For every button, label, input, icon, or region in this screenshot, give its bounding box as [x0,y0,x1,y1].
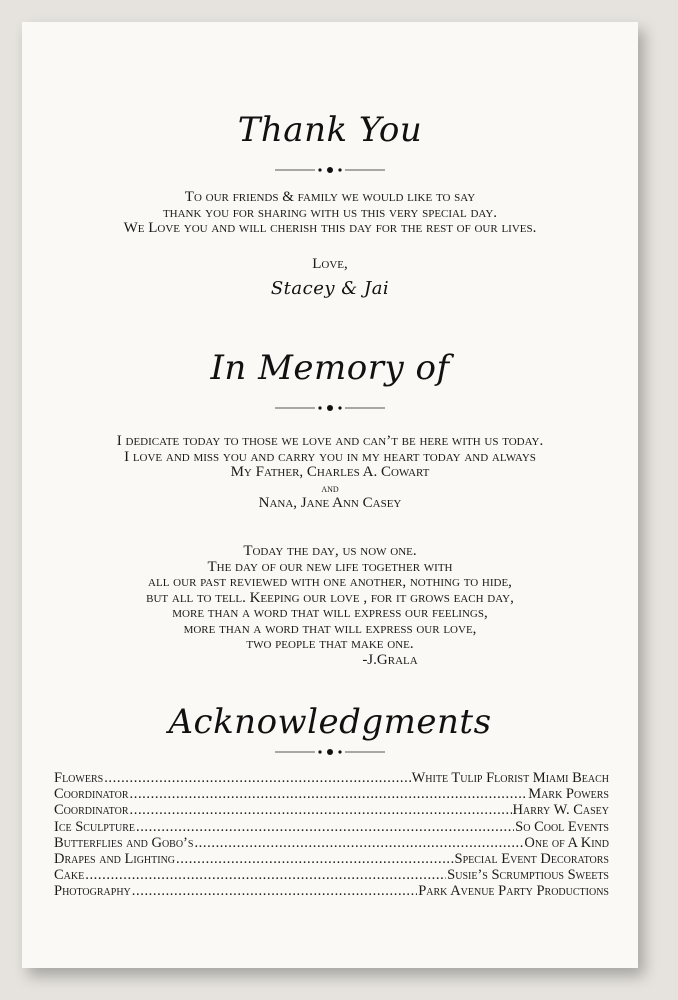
thank-you-line: thank you for sharing with us this very special day. [162,204,498,221]
thank-you-title: Thank You [237,110,423,150]
ack-name: Park Avenue Party Productions [418,883,609,900]
acknowledgment-row [54,851,609,867]
leader-dots [85,867,446,883]
leader-dots [136,819,514,835]
ack-name: Special Event Decorators [454,850,609,867]
in-memory-divider-ornament [22,402,638,414]
thank-you-line: To our friends & family we would like to say [184,189,476,205]
closing-text: Love, [312,256,348,272]
poem-line: all our past reviewed with one another, nothing to hide, [148,574,512,590]
acknowledgments-list [54,770,609,900]
acknowledgment-row [54,786,609,802]
poem-line: two people that make one. [246,636,414,652]
acknowledgments-title: Acknowledgments [168,702,492,742]
poem [22,544,638,668]
poem-line: Today the day, us now one. [243,543,417,559]
acknowledgment-row [54,802,609,818]
ack-role: Butterflies and Gobo’s [54,834,194,851]
ack-role: Coordinator [54,786,129,803]
thank-you-message [22,190,638,237]
program-page [22,22,638,968]
poem-line: more than a word that will express our feelings, [172,605,488,621]
ack-role: Photography [54,883,131,900]
ack-role: Coordinator [54,802,129,819]
leader-dots [130,786,528,802]
leader-dots [130,802,512,818]
poem-line: more than a word that will express our love, [183,620,477,637]
thank-you-divider-ornament [22,164,638,176]
ack-role: Ice Sculpture [54,818,135,835]
in-memory-title: In Memory of [210,348,450,388]
poem-line: but all to tell. Keeping our love , for it grows each day, [146,589,514,606]
memory-line: My Father, Charles A. Cowart [230,464,430,480]
memory-line: I dedicate today to those we love and can’t be here with us today. [116,433,544,449]
couple-signature: Stacey & Jai [270,278,390,299]
ack-name: White Tulip Florist Miami Beach [411,770,609,786]
ack-role: Flowers [54,770,104,786]
acknowledgments-divider-ornament [22,746,638,758]
memory-line: Nana, Jane Ann Casey [258,495,402,511]
poem-line: The day of our new life together with [207,558,453,575]
acknowledgment-row [54,867,609,883]
memory-dedication [22,434,638,512]
poem-author: -J.Grala [362,651,418,668]
memory-line: I love and miss you and carry you in my heart today and always [124,448,536,465]
acknowledgment-row [54,770,609,786]
ack-role: Cake [54,867,85,884]
leader-dots [194,835,523,851]
ack-name: Harry W. Casey [512,802,609,819]
ack-name: Susie’s Scrumptious Sweets [447,867,609,884]
thank-you-line: We Love you and will cherish this day for the rest of our lives. [123,220,537,236]
acknowledgment-row [54,819,609,835]
ack-name: So Cool Events [515,818,609,835]
leader-dots [176,851,454,867]
memory-line: and [321,480,339,495]
acknowledgment-row [54,883,609,899]
ack-name: Mark Powers [528,786,609,803]
ack-name: One of A Kind [524,834,609,851]
ack-role: Drapes and Lighting [54,850,176,867]
acknowledgment-row [54,835,609,851]
leader-dots [104,770,410,786]
leader-dots [132,883,417,899]
